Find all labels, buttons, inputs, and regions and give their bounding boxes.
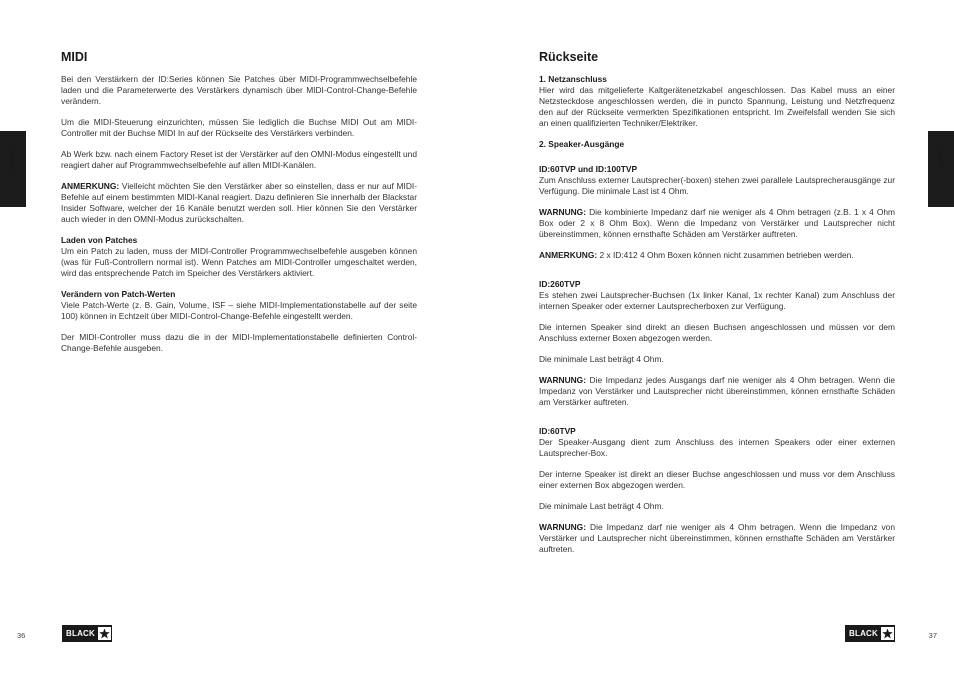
logo-text-left: BLACK bbox=[66, 629, 95, 638]
midi-intro-3: Ab Werk bzw. nach einem Factory Reset ist der Verstärker auf den OMNI-Modus eingestellt und reagiert daher auf Programmwechselbefehle auf allen MIDI-Kanälen. bbox=[61, 149, 417, 170]
speaker-outputs-heading: 2. Speaker-Ausgänge bbox=[539, 139, 625, 149]
model-2-text-2: Die internen Speaker sind direkt an diesen Buchsen angeschlossen und müssen vor dem Anschluss externer Boxen abgezogen werden. bbox=[539, 322, 895, 343]
warning-label: WARNUNG: bbox=[539, 522, 586, 532]
blackstar-star-icon bbox=[98, 627, 111, 640]
midi-intro-2: Um die MIDI-Steuerung einzurichten, müssen Sie lediglich die Buchse MIDI Out am MIDI-Controller mit der Buchse MIDI In auf der Rückseite des Verstärkers verbinden. bbox=[61, 117, 417, 138]
warning-label: WARNUNG: bbox=[539, 375, 586, 385]
note-label: ANMERKUNG: bbox=[61, 181, 120, 191]
midi-intro-1: Bei den Verstärkern der ID:Series können Sie Patches über MIDI-Programmwechselbefehle laden und die Parameterwerte des Verstärkers dynamisch über MIDI-Control-Change-Befehle verändern. bbox=[61, 74, 417, 106]
side-label-left: Deutsch bbox=[8, 145, 17, 175]
midi-note bbox=[61, 181, 417, 225]
patch-values-heading: Verändern von Patch-Werten bbox=[61, 289, 176, 299]
power-heading: 1. Netzanschluss bbox=[539, 74, 607, 84]
model-2-heading: ID:260TVP bbox=[539, 279, 581, 289]
side-label-right: Deutsch bbox=[937, 145, 946, 175]
model-1-warning bbox=[539, 207, 895, 240]
model-2-text-1: Es stehen zwei Lautsprecher-Buchsen (1x linker Kanal, 1x rechter Kanal) zum Anschluss der internen Speaker oder externer Lautsprecherboxen zur Verfügung. bbox=[539, 290, 895, 311]
model-1-note bbox=[539, 250, 895, 261]
page-number-left: 36 bbox=[17, 631, 26, 640]
patch-values-text-1: Viele Patch-Werte (z. B. Gain, Volume, ISF – siehe MIDI-Implementationstabelle auf der seite 100) können in Echtzeit über MIDI-Control-Change-Befehle eingestellt werden. bbox=[61, 300, 417, 321]
blackstar-logo-right bbox=[845, 625, 895, 642]
warning-label: WARNUNG: bbox=[539, 207, 586, 217]
note-text: Vielleicht möchten Sie den Verstärker aber so einstellen, dass er nur auf MIDI-Befehle auf einem bestimmten MIDI-Kanal reagiert. Dazu definieren Sie innerhalb der Blackstar Insider Software, welcher der 16 Kanäle benutzt werden soll. Hier können Sie den Verstärker auch wieder in den OMNI-Modus zurückschalten. bbox=[61, 181, 417, 224]
model-2-text-3: Die minimale Last beträgt 4 Ohm. bbox=[539, 354, 664, 364]
model-3-text-2: Der interne Speaker ist direkt an dieser Buchse angeschlossen und muss vor dem Anschluss einer externen Box abgezogen werden. bbox=[539, 469, 895, 490]
loading-patches-text: Um ein Patch zu laden, muss der MIDI-Controller Programmwechselbefehle ausgeben können (was für Fuß-Controllern normal ist). Wenn Patches am MIDI-Controller umgeschaltet werden, wird das entsprechende Patch im Speicher des Verstärkers aktiviert. bbox=[61, 246, 417, 278]
warning-text: Die Impedanz darf nie weniger als 4 Ohm betragen. Wenn die Impedanz von Verstärker und Lautsprecher nicht übereinstimmen, können ernsthafte Schäden am Verstärker auftreten. bbox=[539, 522, 895, 554]
model-3-text-1: Der Speaker-Ausgang dient zum Anschluss des internen Speakers oder einer externen Lautsprecher-Box. bbox=[539, 437, 895, 458]
warning-text: Die kombinierte Impedanz darf nie weniger als 4 Ohm betragen (z.B. 1 x 4 Ohm Box oder 2 x 8 Ohm Box). Wenn die Impedanz von Verstärker und Lautsprecher nicht übereinstimmen, können ernsthafte Schäden am Verstärker auftreten. bbox=[539, 207, 895, 239]
power-text: Hier wird das mitgelieferte Kaltgerätenetzkabel angeschlossen. Das Kabel muss an einer Netzsteckdose angeschlossen werden, die in puncto Spannung, Leistung und Netzfrequenz den auf der Rückseite vermerkten Spezifikationen entspricht. Im Zweifelsfall wenden Sie sich an einen qualifizierten Techniker/Elektriker. bbox=[539, 85, 895, 128]
patch-values-text-2: Der MIDI-Controller muss dazu die in der MIDI-Implementationstabelle definierten Control-Change-Befehle ausgeben. bbox=[61, 332, 417, 353]
right-content bbox=[539, 50, 895, 565]
model-2-warning bbox=[539, 375, 895, 408]
left-content bbox=[61, 50, 417, 364]
model-3-text-3: Die minimale Last beträgt 4 Ohm. bbox=[539, 501, 664, 511]
model-1-heading: ID:60TVP und ID:100TVP bbox=[539, 164, 638, 174]
note-label: ANMERKUNG: bbox=[539, 250, 598, 260]
model-3-warning bbox=[539, 522, 895, 555]
model-1-text: Zum Anschluss externer Lautsprecher(-boxen) stehen zwei parallele Lautsprecherausgänge zur Verfügung. Die minimale Last ist 4 Ohm. bbox=[539, 175, 895, 196]
model-3-heading: ID:60TVP bbox=[539, 426, 576, 436]
rear-panel-heading: Rückseite bbox=[539, 50, 599, 64]
loading-patches-heading: Laden von Patches bbox=[61, 235, 138, 245]
page-right bbox=[477, 0, 954, 677]
page-number-right: 37 bbox=[928, 631, 937, 640]
midi-heading: MIDI bbox=[61, 50, 88, 64]
blackstar-logo-left bbox=[62, 625, 112, 642]
note-text: 2 x ID:412 4 Ohm Boxen können nicht zusammen betrieben werden. bbox=[597, 250, 854, 260]
warning-text: Die Impedanz jedes Ausgangs darf nie weniger als 4 Ohm betragen. Wenn die Impedanz von Verstärker und Lautsprecher nicht übereinstimmen, können ernsthafte Schäden am Verstärker auftreten. bbox=[539, 375, 895, 407]
blackstar-star-icon bbox=[881, 627, 894, 640]
logo-text-right: BLACK bbox=[849, 629, 878, 638]
